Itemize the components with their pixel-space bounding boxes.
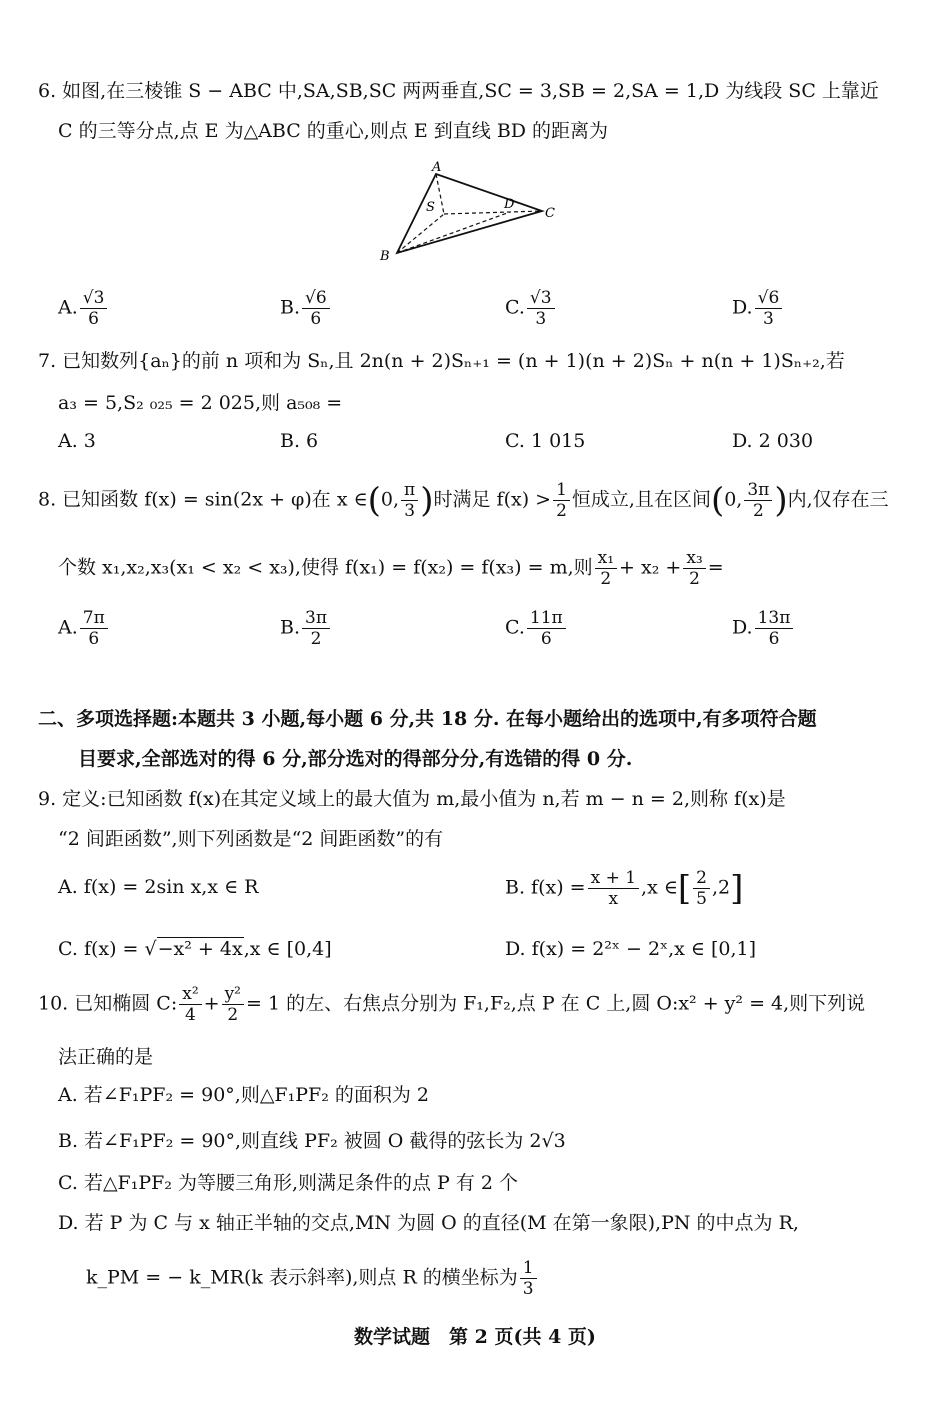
q10-option-b: B. 若∠F₁PF₂ = 90°,则直线 PF₂ 被圆 O 截得的弦长为 2√3 [58, 1130, 566, 1152]
q6-option-a: A. $\frac{√3}{6}$ [58, 288, 109, 329]
q7-option-d: D. 2 030 [732, 430, 814, 452]
q8-option-a: A. $\frac{7\pi}{6}$ [58, 608, 110, 649]
section2-heading-line2: 目要求,全部选对的得 6 分,部分选对的得部分分,有选错的得 0 分. [78, 748, 633, 770]
section2-heading-line1: 二、多项选择题:本题共 3 小题,每小题 6 分,共 18 分. 在每小题给出的选项中,有多项符合题 [38, 708, 817, 730]
q10-option-c: C. 若△F₁PF₂ 为等腰三角形,则满足条件的点 P 有 2 个 [58, 1172, 519, 1194]
q10-option-a: A. 若∠F₁PF₂ = 90°,则△F₁PF₂ 的面积为 2 [58, 1084, 429, 1106]
q8-option-d: D. $\frac{13\pi}{6}$ [732, 608, 795, 649]
q6-option-d: D. $\frac{√6}{3}$ [732, 288, 784, 329]
q9-option-c: C. f(x) = √−x² + 4x,x ∈ [0,4] [58, 938, 332, 960]
page-footer: 数学试题 第 2 页(共 4 页) [354, 1326, 596, 1348]
label-a: A [432, 160, 442, 175]
q10-line2: 法正确的是 [58, 1046, 154, 1068]
q9-option-a: A. f(x) = 2sin x,x ∈ R [58, 876, 259, 898]
q8-line1: 8. 已知函数 f(x) = sin(2x + φ)在 x ∈(0, $\frac{\pi}{3}$ )时满足 f(x) > $\frac{1}{2}$ 恒成立,且在区间(0, $\frac{3\pi}{2}$ )内,仅存在三 [38, 480, 889, 521]
q9-line1: 9. 定义:已知函数 f(x)在其定义域上的最大值为 m,最小值为 n,若 m − n = 2,则称 f(x)是 [38, 788, 786, 810]
q8-option-c: C. $\frac{11\pi}{6}$ [505, 608, 568, 649]
q9-line2: “2 间距函数”,则下列函数是“2 间距函数”的有 [58, 828, 444, 850]
q9-option-d: D. f(x) = 2²ˣ − 2ˣ,x ∈ [0,1] [505, 938, 757, 960]
label-d: D [504, 197, 515, 212]
q6-tetrahedron-figure [370, 158, 570, 266]
label-b: B [380, 249, 390, 264]
q10-option-d-line2: k_PM = − k_MR(k 表示斜率),则点 R 的横坐标为 $\frac{1}{3}$ [86, 1258, 539, 1299]
q7-option-c: C. 1 015 [505, 430, 586, 452]
q6-option-b: B. $\frac{√6}{6}$ [280, 288, 332, 329]
label-s: S [426, 200, 435, 215]
q7-option-a: A. 3 [58, 430, 96, 452]
q10-line1: 10. 已知椭圆 C: $\frac{\text{x²}}{4}$ + $\frac{\text{y²}}{2}$ = 1 的左、右焦点分别为 F₁,F₂,点 P 在 C 上,圆 O:x² + y² = 4,则下列说 [38, 984, 866, 1025]
label-c: C [545, 206, 555, 221]
q9-option-b: B. f(x) = $\frac{x + 1}{x}$ ,x ∈[ $\frac{2}{5}$ ,2] [505, 868, 744, 909]
q6-line1: 6. 如图,在三棱锥 S − ABC 中,SA,SB,SC 两两垂直,SC = 3,SB = 2,SA = 1,D 为线段 SC 上靠近 [38, 80, 879, 102]
q8-option-b: B. $\frac{3\pi}{2}$ [280, 608, 332, 649]
q7-line1: 7. 已知数列{aₙ}的前 n 项和为 Sₙ,且 2n(n + 2)Sₙ₊₁ = (n + 1)(n + 2)Sₙ + n(n + 1)Sₙ₊₂,若 [38, 350, 845, 372]
q6-option-c: C. $\frac{√3}{3}$ [505, 288, 557, 329]
q7-line2: a₃ = 5,S₂ ₀₂₅ = 2 025,则 a₅₀₈ = [58, 392, 343, 414]
q10-option-d-line1: D. 若 P 为 C 与 x 轴正半轴的交点,MN 为圆 O 的直径(M 在第一象限),PN 的中点为 R, [58, 1212, 799, 1234]
q7-option-b: B. 6 [280, 430, 319, 452]
q8-line2: 个数 x₁,x₂,x₃(x₁ < x₂ < x₃),使得 f(x₁) = f(x₂) = f(x₃) = m,则 $\frac{\text{x₁}}{2}$ + x₂ + $\frac{\text{x₃}}{2}$ = [58, 548, 724, 589]
q6-line2: C 的三等分点,点 E 为△ABC 的重心,则点 E 到直线 BD 的距离为 [58, 120, 609, 142]
